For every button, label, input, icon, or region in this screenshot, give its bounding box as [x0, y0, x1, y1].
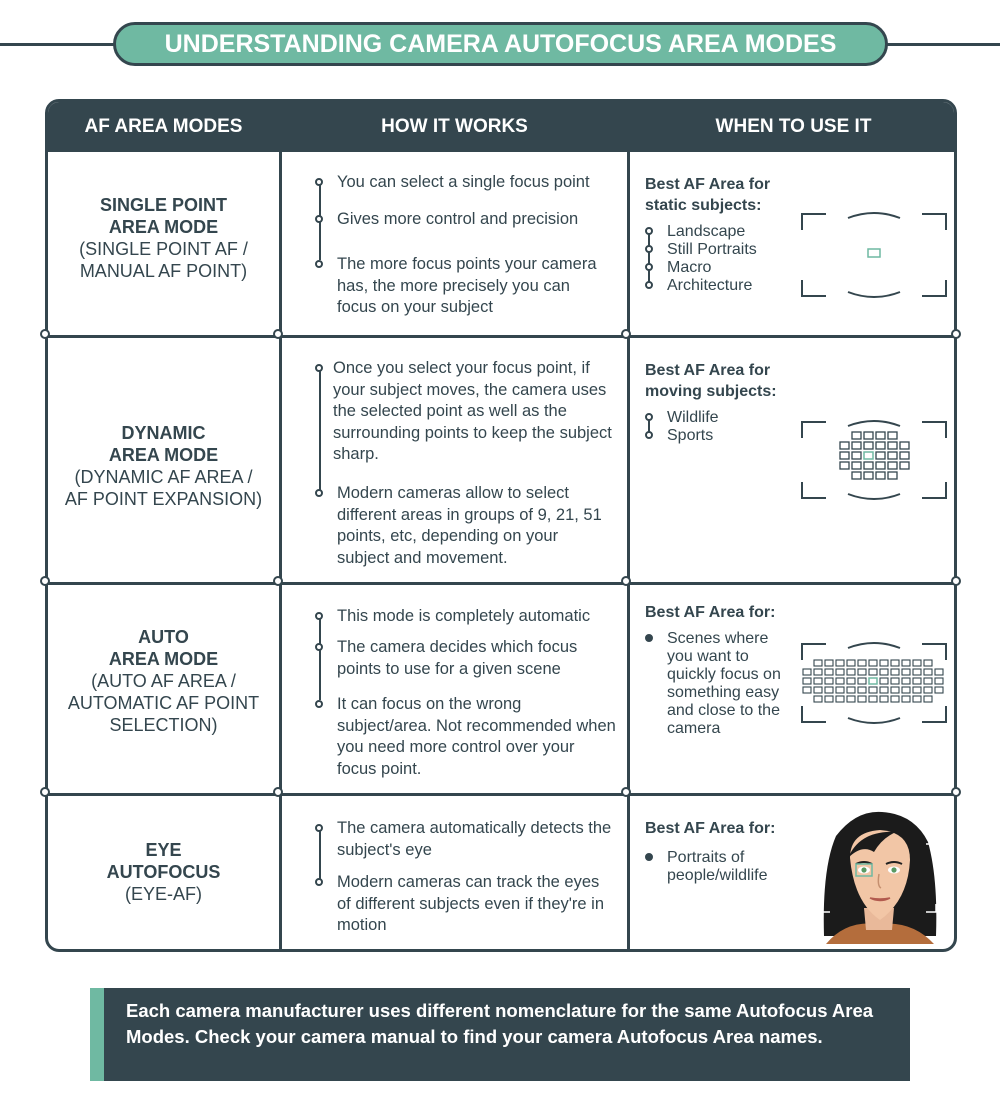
how-auto-area: [313, 606, 623, 786]
bullet-marker: [645, 413, 653, 421]
bullet-stem: [319, 616, 321, 700]
list-item: It can focus on the wrong subject/area. Not recommended when you need more control over your focus point.: [337, 695, 616, 778]
bullet-marker: [315, 489, 323, 497]
divider-dot: [273, 787, 283, 797]
how-single-point: [313, 172, 623, 332]
when-single-point: [645, 174, 795, 303]
bullet-marker: [315, 178, 323, 186]
when-auto-area: [645, 602, 795, 760]
table-header: [48, 102, 954, 152]
row-divider: [48, 793, 954, 796]
af-modes-table: [45, 99, 957, 952]
list-item: Landscape: [667, 223, 746, 240]
bullet-marker: [645, 245, 653, 253]
when-eye-autofocus: [645, 818, 815, 899]
mode-name: DYNAMIC: [121, 423, 206, 443]
mode-dynamic-area: [48, 422, 279, 510]
list-item: Gives more control and precision: [337, 210, 579, 228]
list-item: Scenes where you want to quickly focus on something easy and close to the camera: [667, 630, 781, 737]
list-item: Portraits of people/wildlife: [667, 849, 768, 884]
list-item: You can select a single focus point: [337, 173, 590, 191]
mode-alt-name: AF POINT EXPANSION): [64, 489, 263, 509]
page-title: UNDERSTANDING CAMERA AUTOFOCUS AREA MODES: [113, 22, 888, 66]
list-item: The camera automatically detects the subject's eye: [337, 819, 612, 859]
bullet-marker: [645, 281, 653, 289]
bullet-marker: [645, 431, 653, 439]
dynamic-area-viewfinder-icon: [800, 418, 948, 502]
divider-dot: [40, 576, 50, 586]
divider-dot: [621, 329, 631, 339]
footer-note: [90, 988, 910, 1081]
footer-accent-bar: [90, 988, 104, 1081]
bullet-marker: [315, 612, 323, 620]
divider-dot: [40, 329, 50, 339]
list-item: Macro: [667, 259, 712, 276]
when-list: [645, 223, 795, 303]
mode-eye-autofocus: [48, 839, 279, 905]
list-item: The more focus points your camera has, the more precisely you can focus on your subject: [337, 255, 597, 316]
divider-dot: [273, 329, 283, 339]
header-af-area-modes: AF AREA MODES: [84, 116, 243, 137]
when-dynamic-area: [645, 360, 825, 449]
when-list: [645, 630, 795, 760]
list-item: Sports: [667, 427, 714, 444]
bullet-marker: [645, 853, 653, 861]
mode-name: AREA MODE: [108, 649, 219, 669]
bullet-marker: [315, 878, 323, 886]
divider-dot: [951, 787, 961, 797]
bullet-marker: [645, 227, 653, 235]
row-divider: [48, 582, 954, 585]
how-eye-autofocus: [313, 818, 623, 943]
mode-alt-name: MANUAL AF POINT): [79, 261, 248, 281]
when-list: [645, 849, 815, 899]
mode-name: AUTOFOCUS: [106, 862, 221, 882]
mode-alt-name: (AUTO AF AREA /: [91, 671, 236, 691]
mode-name: SINGLE POINT: [99, 195, 227, 215]
mode-name: AUTO: [138, 627, 189, 647]
divider-dot: [951, 576, 961, 586]
when-lead: Best AF Area for:: [645, 820, 776, 837]
bullet-marker: [315, 700, 323, 708]
mode-auto-area: [48, 626, 279, 736]
bullet-marker: [315, 215, 323, 223]
bullet-marker: [315, 643, 323, 651]
mode-alt-name: (EYE-AF): [124, 884, 202, 904]
bullet-stem: [319, 828, 321, 883]
column-divider: [627, 102, 630, 952]
list-item: Wildlife: [667, 409, 719, 426]
bullet-marker: [315, 260, 323, 268]
mode-alt-name: (SINGLE POINT AF /: [79, 239, 248, 259]
title-rule-right: [880, 43, 1000, 46]
eye-af-portrait-icon: [816, 808, 942, 944]
divider-dot: [273, 576, 283, 586]
bullet-marker: [645, 634, 653, 642]
list-item: Modern cameras can track the eyes of different subjects even if they're in motion: [337, 873, 604, 934]
when-lead: Best AF Area for static subjects:: [645, 176, 771, 214]
column-divider: [279, 102, 282, 952]
footer-text: Each camera manufacturer uses different nomenclature for the same Autofocus Area Modes. Check your camera manual to find your camera Autofocus Area names.: [126, 1000, 874, 1047]
how-dynamic-area: [313, 358, 623, 573]
divider-dot: [951, 329, 961, 339]
bullet-marker: [315, 364, 323, 372]
mode-name: EYE: [145, 840, 182, 860]
row-divider: [48, 335, 954, 338]
list-item: Still Portraits: [667, 241, 757, 258]
divider-dot: [621, 576, 631, 586]
when-list: [645, 409, 825, 449]
divider-dot: [621, 787, 631, 797]
mode-single-point: [48, 194, 279, 282]
list-item: Modern cameras allow to select different areas in groups of 9, 21, 51 points, etc, depending on your subject and movement.: [337, 484, 602, 567]
list-item: The camera decides which focus points to use for a given scene: [337, 638, 578, 678]
title-rule-left: [0, 43, 120, 46]
bullet-marker: [645, 263, 653, 271]
mode-alt-name: (DYNAMIC AF AREA /: [74, 467, 253, 487]
list-item: Architecture: [667, 277, 753, 294]
header-how-it-works: HOW IT WORKS: [381, 116, 528, 137]
divider-dot: [40, 787, 50, 797]
header-when-to-use: WHEN TO USE IT: [715, 116, 872, 137]
bullet-stem: [648, 229, 650, 285]
mode-name: AREA MODE: [108, 445, 219, 465]
when-lead: Best AF Area for moving subjects:: [645, 362, 777, 400]
list-item: This mode is completely automatic: [337, 607, 591, 625]
list-item: Once you select your focus point, if your subject moves, the camera uses the selected point as well as the surrounding points to keep the subject sharp.: [333, 359, 612, 463]
mode-name: AREA MODE: [108, 217, 219, 237]
bullet-marker: [315, 824, 323, 832]
bullet-stem: [319, 368, 321, 496]
when-lead: Best AF Area for:: [645, 604, 776, 621]
mode-alt-name: AUTOMATIC AF POINT: [67, 693, 260, 713]
single-point-viewfinder-icon: [800, 210, 948, 300]
auto-area-viewfinder-icon: [800, 640, 948, 726]
mode-alt-name: SELECTION): [109, 715, 218, 735]
